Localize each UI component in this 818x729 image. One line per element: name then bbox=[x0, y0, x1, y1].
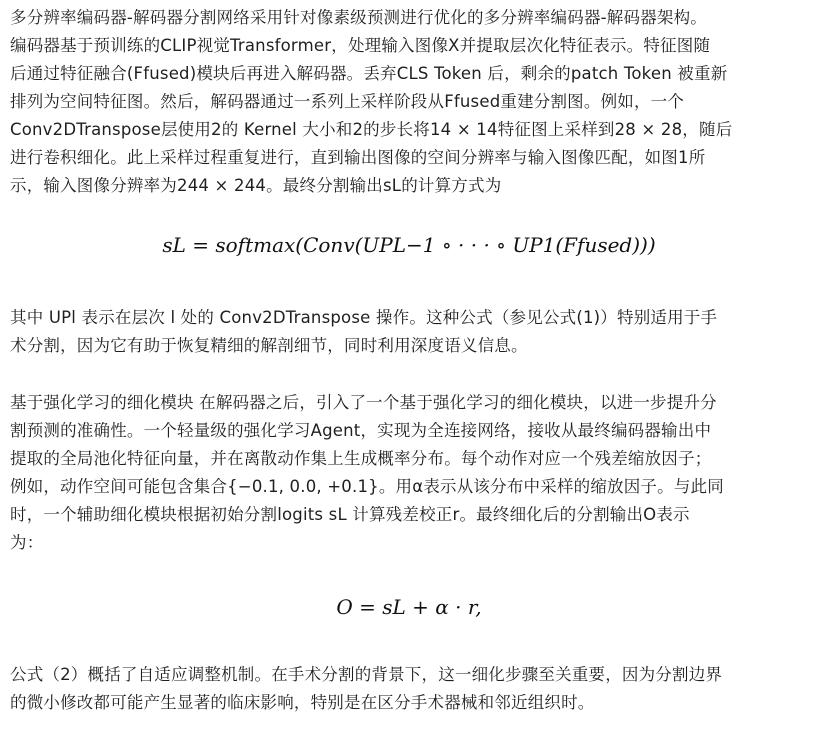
paragraph-rl-refinement bbox=[10, 389, 810, 557]
text-line: 后通过特征融合(Ffused)模块后再进入解码器。丢弃CLS Token 后，剩余的patch Token 被重新 bbox=[10, 64, 728, 83]
equation-segmentation-output: sL = softmax(Conv(UPL−1 ∘ · · · ∘ UP1(Ffused))) bbox=[162, 233, 656, 257]
paragraph-architecture bbox=[10, 4, 810, 200]
text-line: 的微小修改都可能产生显著的临床影响，特别是在区分手术器械和邻近组织时。 bbox=[10, 693, 595, 712]
paragraph-adaptive-adjustment bbox=[10, 661, 810, 717]
text-line: 排列为空间特征图。然后，解码器通过一系列上采样阶段从Ffused重建分割图。例如，一个 bbox=[10, 92, 685, 111]
text-line: 多分辨率编码器-解码器分割网络采用针对像素级预测进行优化的多分辨率编码器-解码器架构。 bbox=[10, 8, 708, 27]
text-line: 进行卷积细化。此上采样过程重复进行，直到输出图像的空间分辨率与输入图像匹配，如图1所 bbox=[10, 148, 706, 167]
paragraph-conv2dtranspose bbox=[10, 304, 810, 360]
text-line: 公式（2）概括了自适应调整机制。在手术分割的背景下，这一细化步骤至关重要，因为分割边界 bbox=[10, 665, 723, 684]
text-line: 示，输入图像分辨率为244 × 244。最终分割输出sL的计算方式为 bbox=[10, 176, 502, 195]
text-line: 时，一个辅助细化模块根据初始分割logits sL 计算残差校正r。最终细化后的分割输出O表示 bbox=[10, 505, 690, 524]
text-line: 术分割，因为它有助于恢复精细的解剖细节，同时利用深度语义信息。 bbox=[10, 336, 528, 355]
text-line: 编码器基于预训练的CLIP视觉Transformer，处理输入图像X并提取层次化特征表示。特征图随 bbox=[10, 36, 711, 55]
text-line: 例如，动作空间可能包含集合{−0.1, 0.0, +0.1}。用α表示从该分布中采样的缩放因子。与此同 bbox=[10, 477, 724, 496]
equation-refined-output: O = sL + α · r, bbox=[336, 595, 482, 619]
text-line: 为： bbox=[10, 533, 44, 552]
text-line: 基于强化学习的细化模块 在解码器之后，引入了一个基于强化学习的细化模块，以进一步提升分 bbox=[10, 393, 717, 412]
text-line: 提取的全局池化特征向量，并在离散动作集上生成概率分布。每个动作对应一个残差缩放因子； bbox=[10, 449, 712, 468]
text-line: Conv2DTranspose层使用2的 Kernel 大小和2的步长将14 × 14特征图上采样到28 × 28，随后 bbox=[10, 120, 733, 139]
text-line: 其中 UPl 表示在层次 l 处的 Conv2DTranspose 操作。这种公式（参见公式(1)）特别适用于手 bbox=[10, 308, 718, 327]
text-line: 割预测的准确性。一个轻量级的强化学习Agent，实现为全连接网络，接收从最终编码器输出中 bbox=[10, 421, 712, 440]
